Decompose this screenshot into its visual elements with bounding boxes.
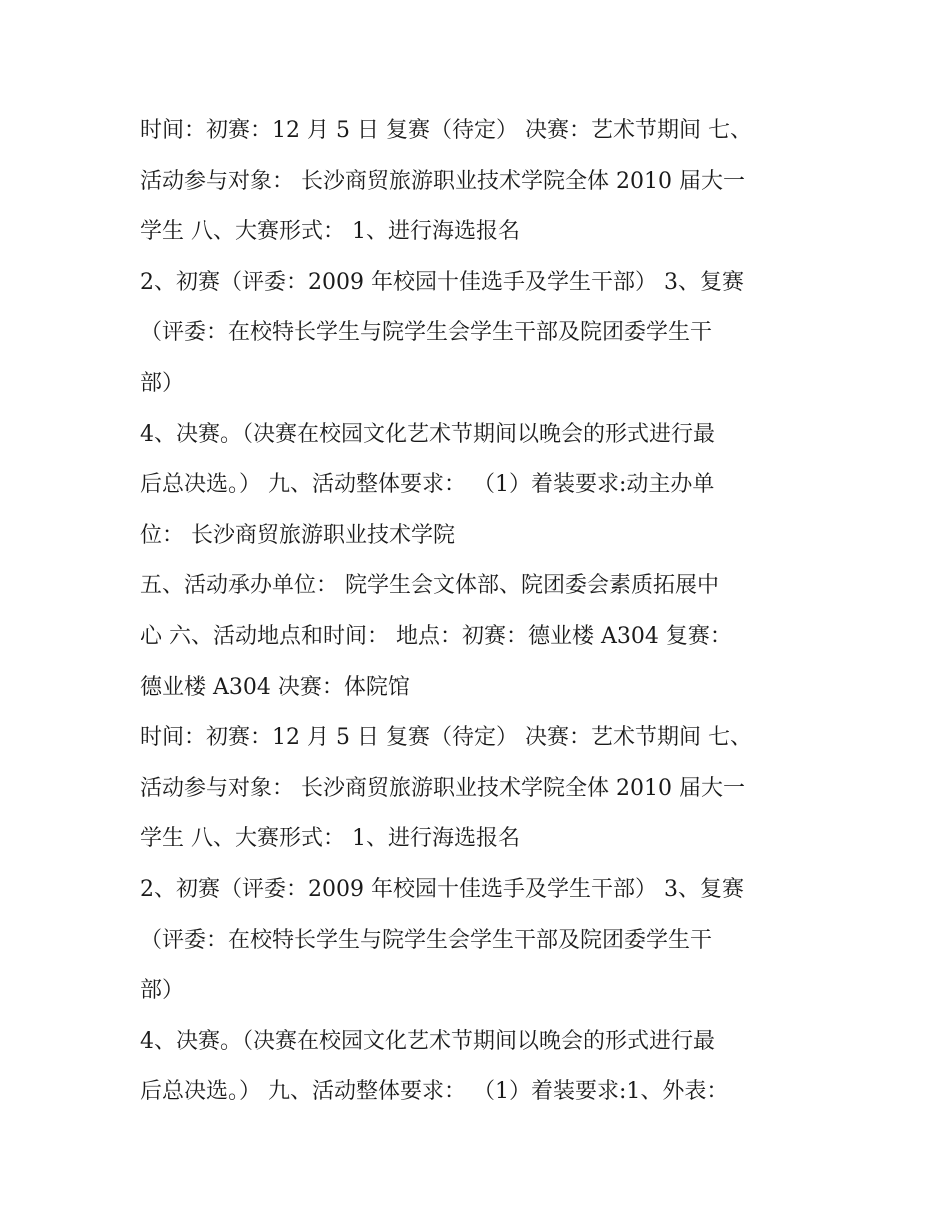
text-line: 2、初赛（评委：2009 年校园十佳选手及学生干部） 3、复赛 <box>140 876 744 902</box>
text-line: （评委：在校特长学生与院学生会学生干部及院团委学生干 <box>140 320 713 346</box>
text-line: 后总决选。） 九、活动整体要求： （1）着装要求:1、外表： <box>140 1079 729 1105</box>
text-line: 学生 八、大赛形式： 1、进行海选报名 <box>140 219 520 245</box>
text-line: 位： 长沙商贸旅游职业技术学院 <box>140 522 455 548</box>
text-line: 心 六、活动地点和时间： 地点：初赛：德业楼 A304 复赛： <box>140 623 732 649</box>
text-line: 五、活动承办单位： 院学生会文体部、院团委会素质拓展中 <box>140 573 719 599</box>
text-line: 活动参与对象： 长沙商贸旅游职业技术学院全体 2010 届大一 <box>140 775 745 801</box>
text-line: 部） <box>140 978 185 1004</box>
text-line: 部） <box>140 370 185 396</box>
text-line: 4、决赛。（决赛在校园文化艺术节期间以晚会的形式进行最 <box>140 421 715 447</box>
text-line: 4、决赛。（决赛在校园文化艺术节期间以晚会的形式进行最 <box>140 1028 715 1054</box>
text-line: 后总决选。） 九、活动整体要求： （1）着装要求:动主办单 <box>140 472 715 498</box>
text-line: 活动参与对象： 长沙商贸旅游职业技术学院全体 2010 届大一 <box>140 168 745 194</box>
text-line: 时间：初赛：12 月 5 日 复赛（待定） 决赛：艺术节期间 七、 <box>140 118 752 143</box>
text-line: 德业楼 A304 决赛：体院馆 <box>140 674 410 700</box>
text-line: 2、初赛（评委：2009 年校园十佳选手及学生干部） 3、复赛 <box>140 269 744 295</box>
text-line: （评委：在校特长学生与院学生会学生干部及院团委学生干 <box>140 927 713 953</box>
document-body <box>140 106 820 1118</box>
text-line: 学生 八、大赛形式： 1、进行海选报名 <box>140 826 520 852</box>
text-line: 时间：初赛：12 月 5 日 复赛（待定） 决赛：艺术节期间 七、 <box>140 725 752 751</box>
